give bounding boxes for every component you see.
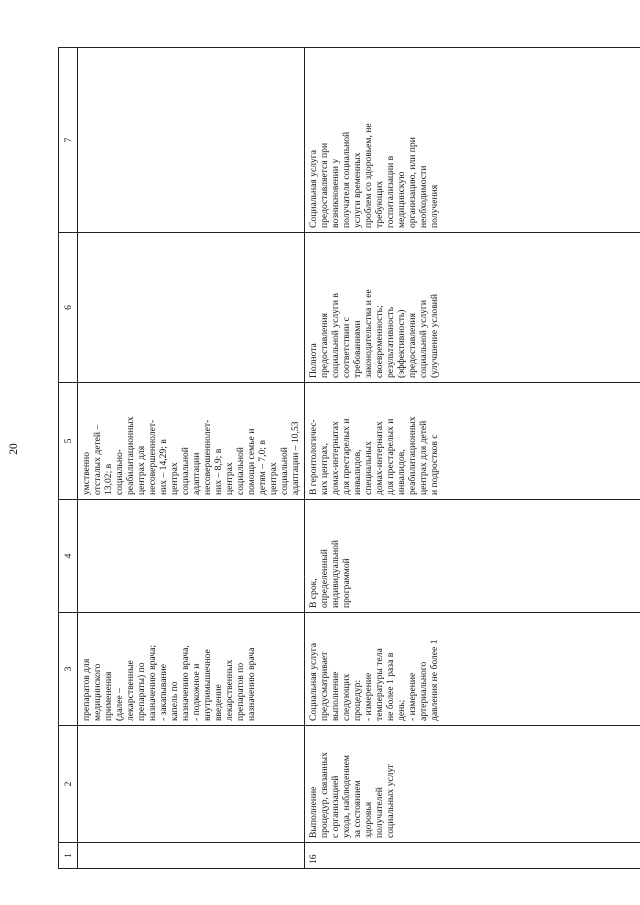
header-cell: 3 — [59, 613, 78, 726]
cell-conditions — [78, 48, 305, 233]
cell-tariff: умственно отсталых детей – 13,02; в социально- реабилитационных центрах для несовершеннолет- них – 14,29; в центрах социальной адаптации несовершеннолет- них – 8,9; в центрах социальной помощи семье и детям – 7,0; в центрах социальной адаптации – 10,53 — [78, 383, 305, 500]
cell-tariff: В геронтологичес- ких центрах, домах-интернатах для престарелых и инвалидов, специальных домах-интернатах для престарелых и инвалидов, реабилитационных центрах для детей и подростков с — [305, 383, 640, 500]
cell-quality — [78, 233, 305, 383]
header-cell: 4 — [59, 500, 78, 613]
table-row — [78, 48, 305, 869]
services-table — [58, 47, 640, 869]
cell-number — [78, 843, 305, 869]
cell-quality: Полнота предоставления социальной услуги в соответствии с требованиями законодательства и ее своевременность; результативность (эффективность) предоставления социальной услуги (улучшение условий — [305, 233, 640, 383]
header-cell: 7 — [59, 48, 78, 233]
cell-conditions: Социальная услуга предоставляется при возникновении у получателя социальной услуги временных проблем со здоровьем, не требующих госпитализации в медицинскую организацию, или при необходимости получения — [305, 48, 640, 233]
cell-service-name — [78, 726, 305, 843]
cell-term: В срок, определенный индивидуальной программой — [305, 500, 640, 613]
header-cell: 2 — [59, 726, 78, 843]
header-cell: 5 — [59, 383, 78, 500]
header-row — [59, 48, 78, 869]
cell-service-name: Выполнение процедур, связанных с организацией ухода, наблюдением за состоянием здоровья получателей социальных услуг — [305, 726, 640, 843]
rotated-page-content — [28, 0, 640, 905]
cell-number: 16 — [305, 843, 640, 869]
cell-description: препаратов для медицинского применения (далее – лекарственные препараты) по назначению врача; - закапывание капель по назначению врача, - подкожное и внутримышечное введение лекарственных препаратов по назначению врача — [78, 613, 305, 726]
header-cell: 1 — [59, 843, 78, 869]
header-cell: 6 — [59, 233, 78, 383]
cell-term — [78, 500, 305, 613]
cell-description: Социальная услуга предусматривает выполнение следующих процедур: - измерение температуры тела не более 1 раза в день; - измерение артериального давления не более 1 — [305, 613, 640, 726]
page-number: 20 — [8, 443, 20, 455]
table-row — [305, 48, 640, 869]
